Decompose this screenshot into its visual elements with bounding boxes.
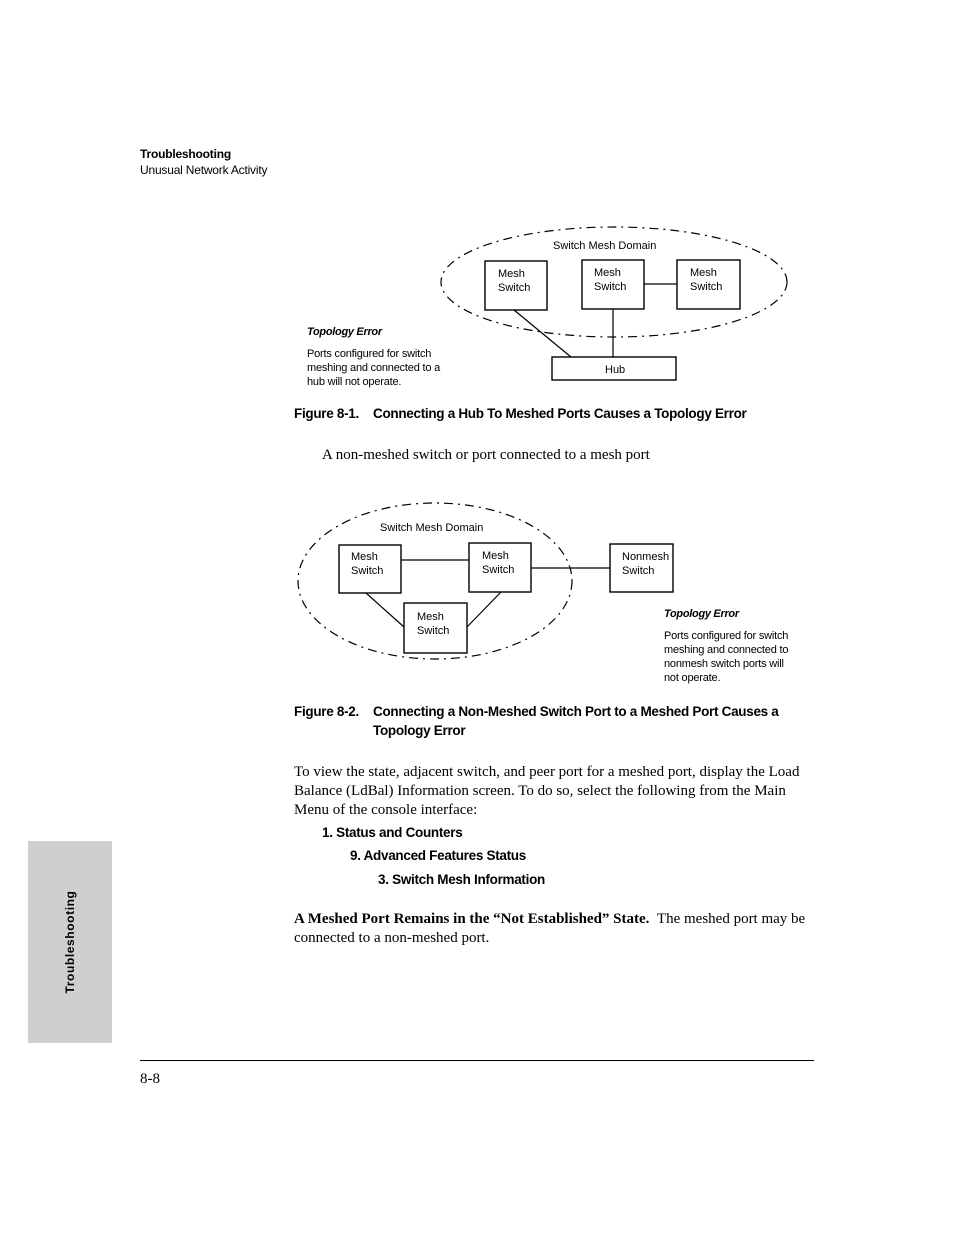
fig1-link-switch1-hub — [514, 310, 571, 357]
fig2-link-switch2-switch3 — [467, 592, 501, 627]
fig2-switch3-line2: Switch — [417, 625, 450, 637]
fig1-note-line: Ports configured for switch — [307, 348, 432, 360]
fig1-switch1-line1: Mesh — [498, 268, 525, 280]
fig1-note-line: hub will not operate. — [307, 376, 402, 388]
menu-path-item-3: 3. Switch Mesh Information — [378, 872, 545, 887]
menu-path-item-2: 9. Advanced Features Status — [350, 848, 526, 863]
closing-text: The meshed port may be connected to a non-meshed port. — [294, 911, 806, 946]
figure-2-title: Connecting a Non-Meshed Switch Port to a Meshed Port Causes a Topology Error — [373, 704, 779, 738]
fig2-note-line: meshing and connected to — [664, 644, 789, 656]
fig2-switch1-line2: Switch — [351, 565, 384, 577]
intro-line: A non-meshed switch or port connected to a mesh port — [322, 447, 650, 463]
fig1-switch2-line1: Mesh — [594, 267, 621, 279]
fig2-note-line: nonmesh switch ports will — [664, 658, 784, 670]
fig2-switch3-line1: Mesh — [417, 611, 444, 623]
fig1-switch2-line2: Switch — [594, 281, 627, 293]
body-paragraph: To view the state, adjacent switch, and peer port for a meshed port, display the Load Balance (LdBal) Information screen. To do so, select the following from the Main Menu of the console interface: — [294, 764, 800, 818]
figure-1-title: Connecting a Hub To Meshed Ports Causes a Topology Error — [373, 406, 747, 421]
fig2-note-line: not operate. — [664, 672, 721, 684]
fig2-note-line: Ports configured for switch — [664, 630, 789, 642]
closing-run-in-heading: A Meshed Port Remains in the “Not Established” State. — [294, 911, 650, 927]
page-number: 8-8 — [140, 1071, 160, 1087]
fig1-note-line: meshing and connected to a — [307, 362, 441, 374]
fig2-switch1-line1: Mesh — [351, 551, 378, 563]
fig2-note-body — [664, 629, 788, 685]
figure-2-diagram — [298, 503, 673, 659]
closing-paragraph — [294, 910, 814, 948]
side-tab-label: Troubleshooting — [63, 890, 77, 994]
fig2-switch2-line2: Switch — [482, 564, 515, 576]
fig1-switch1-line2: Switch — [498, 282, 531, 294]
fig1-switch3-line2: Switch — [690, 281, 723, 293]
fig1-note-body — [307, 347, 440, 389]
fig1-domain-label: Switch Mesh Domain — [553, 240, 657, 252]
footer-rule — [140, 1060, 814, 1061]
fig2-domain-label: Switch Mesh Domain — [380, 522, 484, 534]
fig2-note-title: Topology Error — [664, 608, 739, 620]
fig2-link-switch1-switch3 — [366, 593, 404, 627]
figure-2-caption — [294, 702, 824, 742]
figure-2-number: Figure 8-2. — [294, 704, 359, 719]
figure-1-caption — [294, 404, 824, 424]
fig2-nonmesh-line1: Nonmesh — [622, 551, 670, 563]
running-header-title: Troubleshooting — [140, 147, 231, 161]
running-header-subtitle: Unusual Network Activity — [140, 163, 268, 177]
figure-1-diagram — [441, 227, 787, 380]
fig1-note-title: Topology Error — [307, 326, 382, 338]
fig1-hub-label: Hub — [605, 364, 626, 376]
menu-path-item-1: 1. Status and Counters — [322, 825, 463, 840]
fig1-switch3-line1: Mesh — [690, 267, 717, 279]
figure-1-number: Figure 8-1. — [294, 406, 359, 421]
fig2-nonmesh-line2: Switch — [622, 565, 655, 577]
fig2-switch2-line1: Mesh — [482, 550, 509, 562]
